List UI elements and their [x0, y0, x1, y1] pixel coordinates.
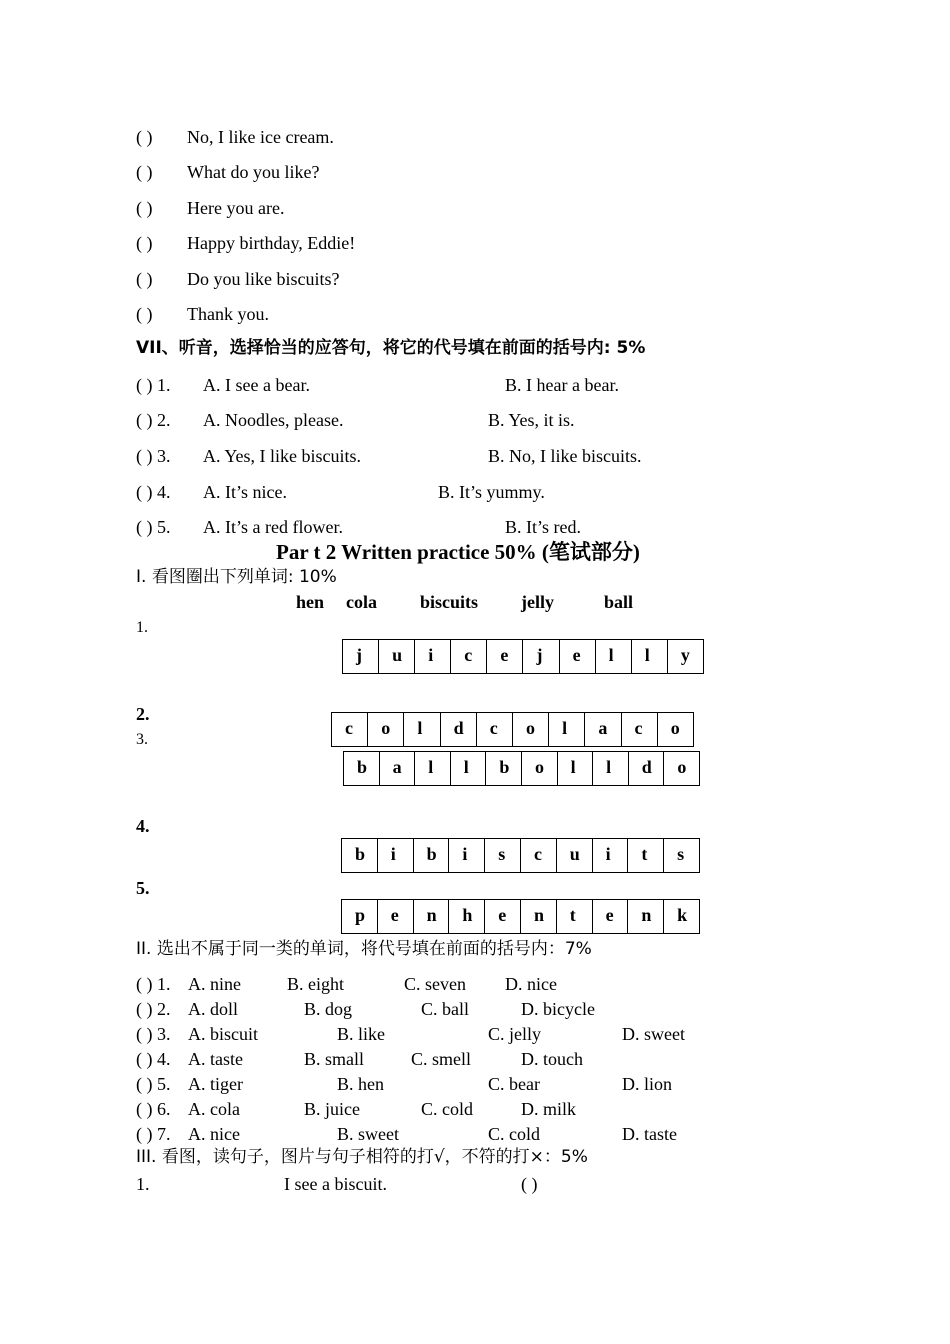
- option-a: A. I see a bear.: [203, 375, 310, 395]
- letter-grid: [331, 712, 694, 747]
- part2-title: Par t 2 Written practice 50% (笔试部分): [276, 540, 640, 564]
- letter-grid: [341, 899, 700, 934]
- grid-letter-cell[interactable]: d: [440, 713, 476, 747]
- option-a: A. nine: [188, 974, 241, 994]
- grid-letter-cell[interactable]: n: [628, 900, 664, 934]
- grid-letter-cell[interactable]: j: [523, 640, 559, 674]
- option-b: B. No, I like biscuits.: [488, 446, 642, 466]
- option-d: D. touch: [521, 1049, 583, 1069]
- grid-letter-cell[interactable]: l: [450, 752, 486, 786]
- dialogue-line: ( ) Here you are.: [136, 198, 285, 218]
- grid-letter-cell[interactable]: l: [549, 713, 585, 747]
- option-b: B. dog: [304, 999, 353, 1019]
- grid-letter-cell[interactable]: o: [512, 713, 548, 747]
- grid-letter-cell[interactable]: n: [413, 900, 449, 934]
- letter-grid: [341, 838, 700, 873]
- grid-letter-cell[interactable]: b: [413, 839, 449, 873]
- section-vii-heading: VII、听音，选择恰当的应答句，将它的代号填在前面的括号内: 5%: [136, 338, 646, 358]
- grid-label: 5.: [136, 878, 150, 898]
- grid-letter-cell[interactable]: e: [559, 640, 595, 674]
- option-c: C. bear: [488, 1074, 540, 1094]
- grid-letter-cell[interactable]: y: [667, 640, 703, 674]
- grid-letter-cell[interactable]: o: [368, 713, 404, 747]
- letter-grid: [342, 639, 704, 674]
- grid-letter-cell[interactable]: i: [449, 839, 485, 873]
- letter-grid: [343, 751, 700, 786]
- grid-label: 4.: [136, 816, 150, 836]
- question-row: ( ) 1.: [136, 974, 171, 994]
- grid-label: 3.: [136, 731, 148, 748]
- grid-letter-cell[interactable]: c: [621, 713, 657, 747]
- grid-letter-cell[interactable]: a: [379, 752, 415, 786]
- option-c: C. seven: [404, 974, 466, 994]
- grid-letter-cell[interactable]: a: [585, 713, 621, 747]
- option-a: A. It’s a red flower.: [203, 517, 343, 537]
- option-a: A. nice: [188, 1124, 240, 1144]
- grid-letter-cell[interactable]: s: [664, 839, 700, 873]
- dialogue-line: ( ) Thank you.: [136, 304, 269, 324]
- grid-letter-cell[interactable]: c: [520, 839, 556, 873]
- grid-letter-cell[interactable]: s: [485, 839, 521, 873]
- grid-letter-cell[interactable]: i: [415, 640, 451, 674]
- option-d: D. taste: [622, 1124, 677, 1144]
- question-row: ( ) 4.: [136, 1049, 171, 1069]
- option-b: B. It’s yummy.: [438, 482, 545, 502]
- grid-letter-cell[interactable]: l: [404, 713, 440, 747]
- grid-letter-cell[interactable]: d: [628, 752, 664, 786]
- option-a: A. Yes, I like biscuits.: [203, 446, 362, 466]
- grid-letter-cell[interactable]: b: [342, 839, 378, 873]
- grid-letter-cell[interactable]: l: [595, 640, 631, 674]
- grid-letter-cell[interactable]: k: [664, 900, 700, 934]
- grid-letter-cell[interactable]: l: [593, 752, 629, 786]
- word-bank-item: hen: [296, 592, 325, 612]
- option-a: A. It’s nice.: [203, 482, 287, 502]
- option-c: C. smell: [411, 1049, 472, 1069]
- option-c: C. ball: [421, 999, 469, 1019]
- option-d: D. nice: [505, 974, 557, 994]
- dialogue-line: ( ) Happy birthday, Eddie!: [136, 233, 356, 253]
- option-b: B. Yes, it is.: [488, 410, 575, 430]
- grid-letter-cell[interactable]: u: [379, 640, 415, 674]
- option-d: D. milk: [521, 1099, 577, 1119]
- grid-letter-cell[interactable]: c: [332, 713, 368, 747]
- option-b: B. sweet: [337, 1124, 399, 1144]
- option-b: B. small: [304, 1049, 365, 1069]
- option-c: C. cold: [421, 1099, 473, 1119]
- grid-letter-cell[interactable]: l: [415, 752, 451, 786]
- section-ii-heading: II. 选出不属于同一类的单词，将代号填在前面的括号内：7%: [136, 939, 592, 959]
- grid-letter-cell[interactable]: p: [342, 900, 378, 934]
- grid-letter-cell[interactable]: o: [664, 752, 700, 786]
- word-bank-item: ball: [604, 592, 634, 612]
- option-a: A. taste: [188, 1049, 243, 1069]
- section-iii-item-number: 1.: [136, 1174, 150, 1194]
- option-b: B. It’s red.: [505, 517, 581, 537]
- dialogue-line: ( ) Do you like biscuits?: [136, 269, 340, 289]
- word-bank-item: jelly: [521, 592, 554, 612]
- option-b: B. hen: [337, 1074, 384, 1094]
- question-row: ( ) 1.: [136, 375, 171, 395]
- grid-label: 2.: [136, 704, 150, 724]
- question-row: ( ) 5.: [136, 517, 171, 537]
- dialogue-line: ( ) No, I like ice cream.: [136, 127, 334, 147]
- grid-letter-cell[interactable]: t: [628, 839, 664, 873]
- answer-paren: ( ): [521, 1174, 538, 1194]
- option-a: A. tiger: [188, 1074, 243, 1094]
- option-c: C. jelly: [488, 1024, 541, 1044]
- grid-letter-cell[interactable]: n: [520, 900, 556, 934]
- option-a: A. cola: [188, 1099, 240, 1119]
- grid-letter-cell[interactable]: i: [592, 839, 628, 873]
- grid-letter-cell[interactable]: o: [521, 752, 557, 786]
- grid-letter-cell[interactable]: c: [476, 713, 512, 747]
- option-d: D. bicycle: [521, 999, 595, 1019]
- section-iii-item-text: I see a biscuit.: [284, 1174, 387, 1194]
- question-row: ( ) 2.: [136, 410, 171, 430]
- grid-letter-cell[interactable]: u: [556, 839, 592, 873]
- option-b: B. I hear a bear.: [505, 375, 619, 395]
- option-c: C. cold: [488, 1124, 540, 1144]
- question-row: ( ) 3.: [136, 1024, 171, 1044]
- section-i-heading: I. 看图圈出下列单词: 10%: [136, 567, 337, 587]
- dialogue-line: ( ) What do you like?: [136, 162, 320, 182]
- grid-letter-cell[interactable]: b: [486, 752, 522, 786]
- option-b: B. juice: [304, 1099, 360, 1119]
- question-row: ( ) 5.: [136, 1074, 171, 1094]
- option-a: A. Noodles, please.: [203, 410, 344, 430]
- grid-letter-cell[interactable]: b: [344, 752, 380, 786]
- question-row: ( ) 2.: [136, 999, 171, 1019]
- grid-letter-cell[interactable]: c: [451, 640, 487, 674]
- grid-letter-cell[interactable]: j: [343, 640, 379, 674]
- grid-letter-cell[interactable]: e: [485, 900, 521, 934]
- grid-letter-cell[interactable]: o: [657, 713, 693, 747]
- question-row: ( ) 3.: [136, 446, 171, 466]
- grid-letter-cell[interactable]: l: [557, 752, 593, 786]
- option-a: A. biscuit: [188, 1024, 258, 1044]
- question-row: ( ) 4.: [136, 482, 171, 502]
- grid-letter-cell[interactable]: i: [377, 839, 413, 873]
- question-row: ( ) 6.: [136, 1099, 171, 1119]
- grid-letter-cell[interactable]: e: [377, 900, 413, 934]
- word-bank-item: cola: [346, 592, 377, 612]
- section-iii-heading: III. 看图，读句子，图片与句子相符的打√，不符的打×：5%: [136, 1147, 588, 1167]
- option-d: D. sweet: [622, 1024, 685, 1044]
- grid-letter-cell[interactable]: e: [487, 640, 523, 674]
- word-bank-item: biscuits: [420, 592, 479, 612]
- option-d: D. lion: [622, 1074, 673, 1094]
- option-a: A. doll: [188, 999, 239, 1019]
- grid-letter-cell[interactable]: l: [631, 640, 667, 674]
- grid-label: 1.: [136, 619, 148, 636]
- question-row: ( ) 7.: [136, 1124, 171, 1144]
- option-b: B. like: [337, 1024, 385, 1044]
- grid-letter-cell[interactable]: t: [556, 900, 592, 934]
- option-b: B. eight: [287, 974, 344, 994]
- grid-letter-cell[interactable]: h: [449, 900, 485, 934]
- grid-letter-cell[interactable]: e: [592, 900, 628, 934]
